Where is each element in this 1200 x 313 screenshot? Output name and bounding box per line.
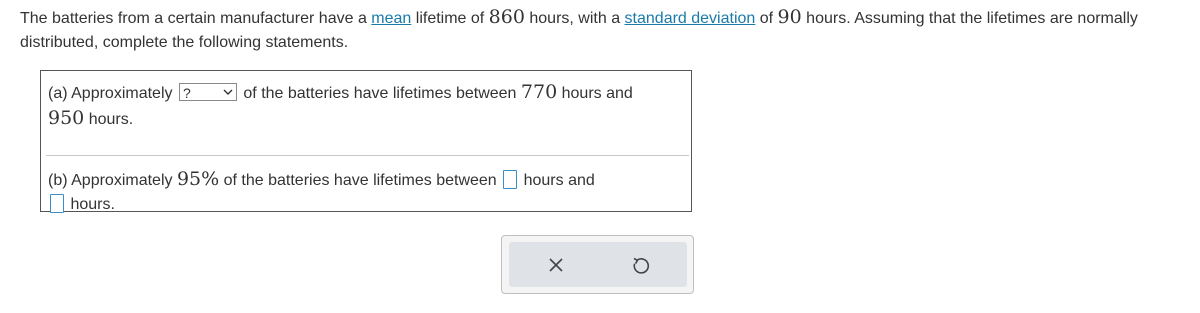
lower-hours-input[interactable] [503, 170, 517, 189]
part-b-text: of the batteries have lifetimes between [223, 172, 497, 189]
part-a-text: of the batteries have lifetimes between [243, 85, 517, 102]
prompt-text: hours. Assuming that the lifetimes are normally distributed, complete the following statements. [20, 10, 1138, 51]
part-b [48, 167, 678, 217]
upper-bound-value: 950 [48, 107, 85, 129]
answer-toolbar [501, 235, 694, 294]
part-a-text: hours and [561, 85, 633, 102]
prompt-text: The batteries from a certain manufacturer have a [20, 10, 372, 27]
undo-icon[interactable] [629, 253, 653, 277]
mean-value: 860 [488, 6, 525, 28]
standard-deviation-link[interactable]: standard deviation [624, 10, 756, 27]
toolbar-inner [509, 242, 687, 287]
percent-value: 95% [176, 168, 220, 190]
percentage-select[interactable] [179, 83, 237, 101]
prompt-text: of [755, 10, 778, 27]
part-b-text: hours [70, 196, 111, 213]
divider [46, 155, 689, 156]
select-value: ? [182, 85, 191, 101]
part-a-text: hours. [88, 111, 134, 128]
prompt-text: hours, with a [524, 10, 625, 27]
question-box [40, 70, 692, 212]
part-a [48, 80, 678, 132]
lower-bound-value: 770 [520, 81, 558, 103]
chevron-down-icon [222, 84, 234, 100]
part-a-prefix: (a) Approximately [48, 85, 173, 102]
part-b-text: hours and [523, 172, 595, 189]
mean-link[interactable]: mean [371, 10, 412, 27]
prompt-text: lifetime of [411, 10, 489, 27]
close-icon[interactable] [544, 253, 568, 277]
std-value: 90 [777, 6, 802, 28]
question-prompt [20, 5, 1195, 55]
upper-hours-input[interactable] [50, 194, 64, 213]
part-b-prefix: (b) Approximately [48, 172, 173, 189]
period: . [110, 196, 115, 213]
